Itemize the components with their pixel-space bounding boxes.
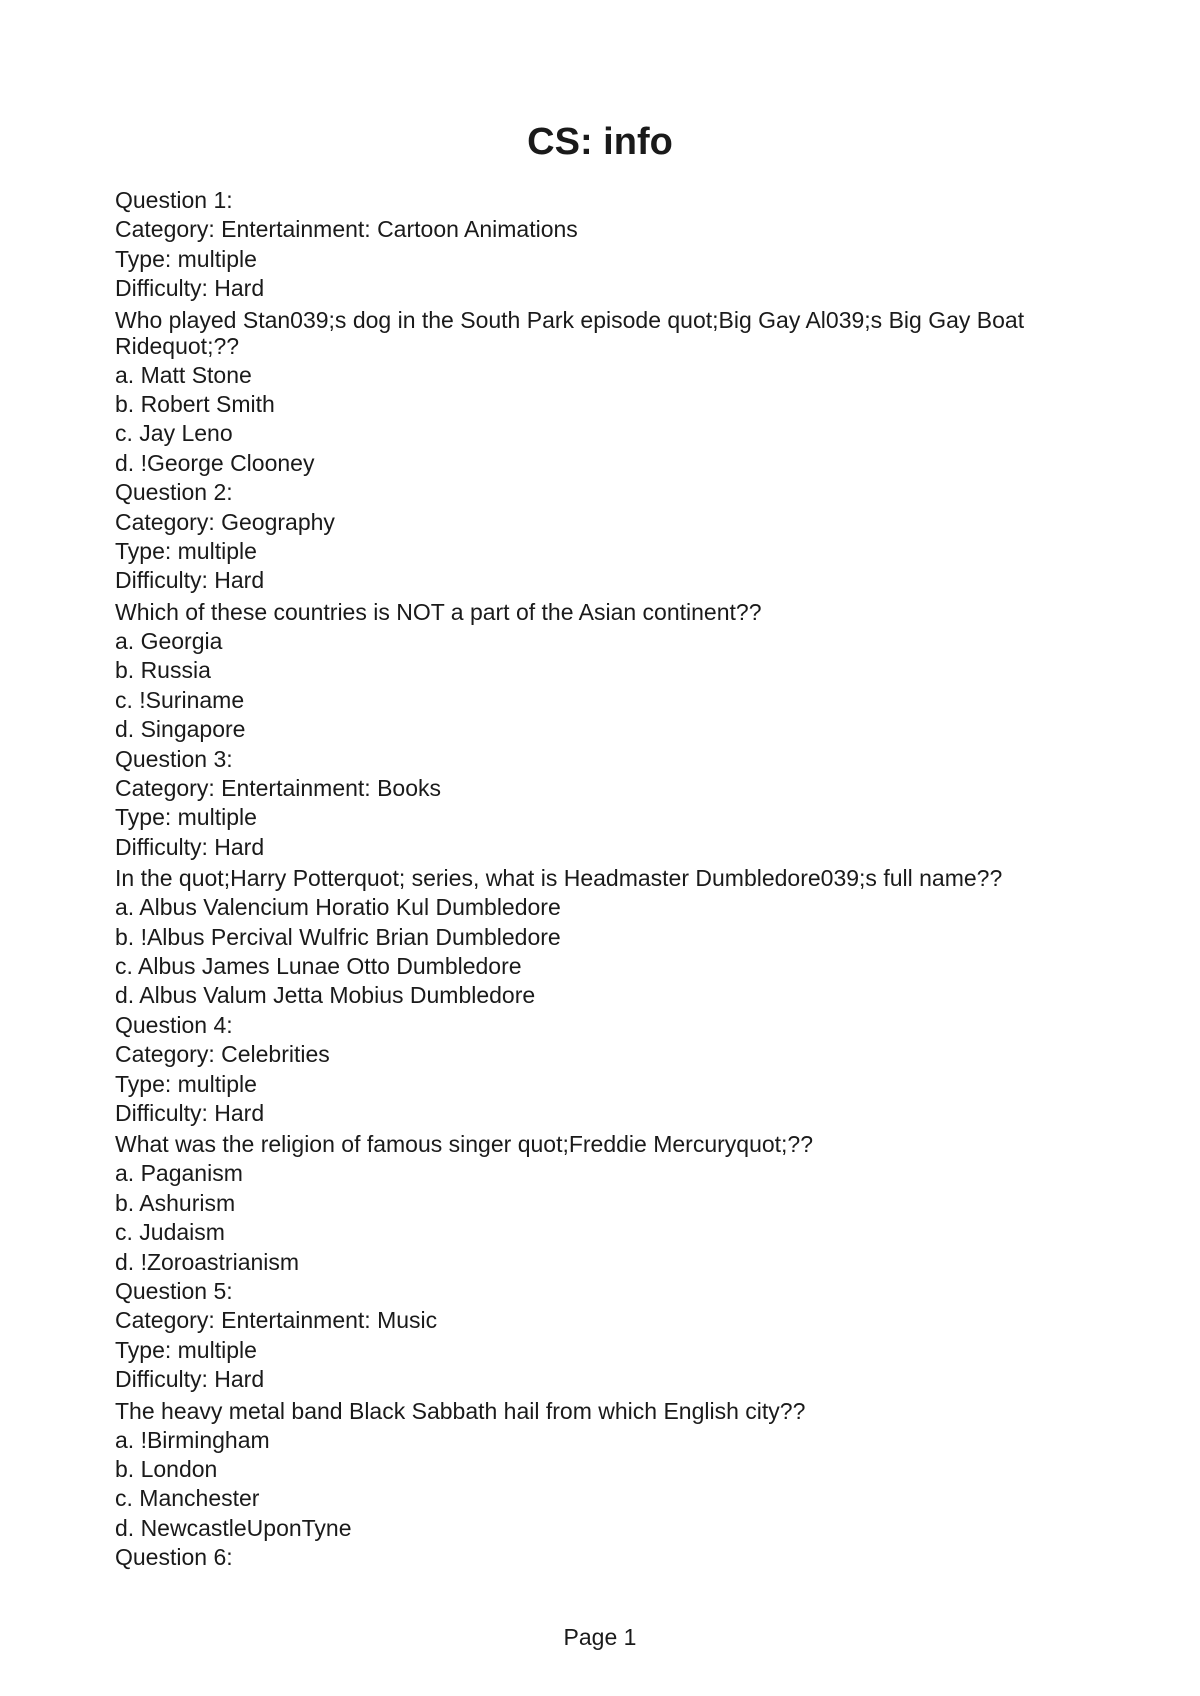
question-type: Type: multiple — [115, 538, 257, 565]
answer-option: c. Manchester — [115, 1485, 260, 1512]
question-heading: Question 1: — [115, 187, 233, 213]
answer-option: b. Russia — [115, 657, 211, 684]
question-difficulty: Difficulty: Hard — [115, 1366, 265, 1393]
answer-option: c. Albus James Lunae Otto Dumbledore — [115, 952, 522, 979]
page-number: Page 1 — [563, 1624, 637, 1650]
question-block-3 — [115, 745, 1095, 1011]
question-text: In the quot;Harry Potterquot; series, what is Headmaster Dumbledore039;s full name?? — [115, 865, 1003, 892]
question-text: Who played Stan039;s dog in the South Park episode quot;Big Gay Al039;s Big Gay Boat Ridequot;?? — [115, 306, 1025, 359]
question-type: Type: multiple — [115, 804, 257, 831]
answer-option: a. !Birmingham — [115, 1426, 270, 1453]
question-heading: Question 3: — [115, 745, 233, 772]
question-heading: Question 4: — [115, 1011, 233, 1038]
answer-option: a. Albus Valencium Horatio Kul Dumbledore — [115, 894, 561, 921]
answer-option: d. !George Clooney — [115, 449, 315, 476]
answer-option: a. Georgia — [115, 627, 223, 654]
answer-option: b. Robert Smith — [115, 391, 275, 418]
question-category: Category: Celebrities — [115, 1041, 330, 1068]
question-category: Category: Geography — [115, 508, 335, 535]
answer-option: d. NewcastleUponTyne — [115, 1514, 352, 1541]
question-block-4 — [115, 1011, 1095, 1277]
question-block-1 — [115, 186, 1095, 478]
answer-option: c. !Suriname — [115, 686, 245, 713]
answer-option: c. Jay Leno — [115, 420, 233, 447]
answer-option: b. London — [115, 1456, 218, 1483]
question-category: Category: Entertainment: Music — [115, 1307, 438, 1334]
question-text: The heavy metal band Black Sabbath hail from which English city?? — [115, 1397, 806, 1424]
question-type: Type: multiple — [115, 245, 257, 272]
answer-option: c. Judaism — [115, 1219, 225, 1246]
question-category: Category: Entertainment: Books — [115, 774, 441, 801]
question-heading: Question 2: — [115, 479, 233, 506]
page-title: CS: info — [527, 121, 673, 163]
answer-option: d. Albus Valum Jetta Mobius Dumbledore — [115, 982, 536, 1009]
question-category: Category: Entertainment: Cartoon Animations — [115, 216, 578, 243]
question-type: Type: multiple — [115, 1336, 257, 1363]
answer-option: d. !Zoroastrianism — [115, 1248, 300, 1275]
question-text: Which of these countries is NOT a part of the Asian continent?? — [115, 598, 762, 625]
question-block-5 — [115, 1277, 1095, 1543]
answer-option: a. Matt Stone — [115, 361, 252, 388]
question-list — [115, 186, 1095, 1573]
question-text: What was the religion of famous singer quot;Freddie Mercuryquot;?? — [115, 1131, 814, 1158]
question-block-2 — [115, 478, 1095, 744]
answer-option: b. !Albus Percival Wulfric Brian Dumbledore — [115, 923, 561, 950]
answer-option: b. Ashurism — [115, 1189, 236, 1216]
question-type: Type: multiple — [115, 1070, 257, 1097]
question-heading: Question 5: — [115, 1278, 233, 1304]
answer-option: a. Paganism — [115, 1160, 243, 1187]
question-difficulty: Difficulty: Hard — [115, 275, 265, 302]
question-heading: Question 6: — [115, 1544, 233, 1571]
answer-option: d. Singapore — [115, 716, 246, 743]
question-difficulty: Difficulty: Hard — [115, 1099, 265, 1126]
question-difficulty: Difficulty: Hard — [115, 833, 265, 860]
question-difficulty: Difficulty: Hard — [115, 567, 265, 594]
